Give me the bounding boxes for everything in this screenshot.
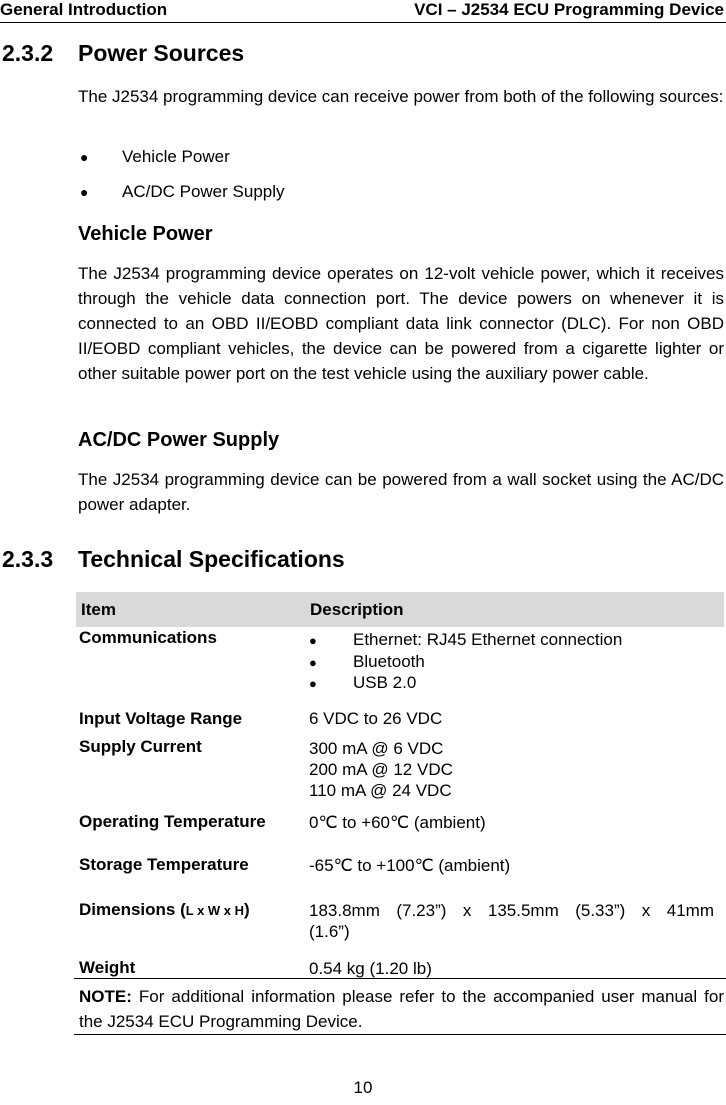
subheading-acdc-power: AC/DC Power Supply bbox=[78, 429, 280, 451]
spec-value-input-voltage: 6 VDC to 26 VDC bbox=[309, 709, 443, 728]
vehicle-power-body: The J2534 programming device operates on 12-volt vehicle power, which it receives through the vehicle data connection port. The device powers on whenever it is connected to an OBD II/EOBD compliant data link connector (DLC). For non OBD II/EOBD compliant vehicles, the device can be powered from a cigarette lighter or other suitable power port on the test vehicle using the auxiliary power cable. bbox=[78, 264, 724, 383]
spec-label-supply-current: Supply Current bbox=[79, 737, 202, 756]
power-sources-intro: The J2534 programming device can receive power from both of the following sources: bbox=[78, 87, 724, 106]
dimensions-label-main: Dimensions ( bbox=[79, 900, 186, 919]
spec-value-supply-current-2: 200 mA @ 12 VDC bbox=[309, 760, 453, 779]
spec-value-dimensions: 183.8mm (7.23”) x 135.5mm (5.33”) x 41mm (1.6”) bbox=[309, 901, 714, 941]
bullet-acdc-power: AC/DC Power Supply bbox=[122, 182, 285, 201]
section-number-2-3-2: 2.3.2 bbox=[2, 40, 54, 66]
note-box bbox=[79, 984, 724, 1034]
spec-value-supply-current-1: 300 mA @ 6 VDC bbox=[309, 739, 444, 758]
spec-label-operating-temp: Operating Temperature bbox=[79, 812, 266, 831]
note-top-rule bbox=[74, 978, 726, 979]
bullet-icon: ● bbox=[309, 676, 317, 691]
running-header-right: VCI – J2534 ECU Programming Device bbox=[414, 0, 724, 19]
section-number-2-3-3: 2.3.3 bbox=[2, 546, 54, 572]
column-header-description: Description bbox=[310, 600, 404, 619]
bullet-icon: ● bbox=[80, 184, 89, 200]
spec-label-storage-temp: Storage Temperature bbox=[79, 855, 249, 874]
column-header-item: Item bbox=[81, 600, 116, 619]
spec-value-supply-current-3: 110 mA @ 24 VDC bbox=[309, 781, 452, 800]
bullet-icon: ● bbox=[309, 655, 317, 670]
bullet-icon: ● bbox=[80, 149, 89, 165]
bullet-vehicle-power: Vehicle Power bbox=[122, 147, 230, 166]
spec-comm-ethernet: Ethernet: RJ45 Ethernet connection bbox=[353, 630, 623, 649]
spec-value-operating-temp: 0℃ to +60℃ (ambient) bbox=[309, 813, 486, 832]
section-title-tech-specs: Technical Specifications bbox=[78, 546, 345, 572]
spec-value-storage-temp: -65℃ to +100℃ (ambient) bbox=[309, 856, 511, 875]
header-rule bbox=[0, 22, 726, 23]
bullet-icon: ● bbox=[309, 633, 317, 648]
spec-label-weight: Weight bbox=[79, 958, 136, 977]
spec-label-dimensions bbox=[79, 900, 250, 920]
subheading-vehicle-power: Vehicle Power bbox=[78, 223, 213, 245]
dimensions-label-lwh: L x W x H bbox=[185, 903, 245, 918]
dimensions-label-close: ) bbox=[244, 900, 250, 919]
spec-label-input-voltage: Input Voltage Range bbox=[79, 709, 243, 728]
note-bottom-rule bbox=[74, 1034, 726, 1035]
spec-comm-bluetooth: Bluetooth bbox=[353, 652, 425, 671]
spec-label-communications: Communications bbox=[79, 628, 217, 647]
running-header-left: General Introduction bbox=[0, 0, 168, 19]
page-number: 10 bbox=[353, 1078, 373, 1097]
spec-value-weight: 0.54 kg (1.20 lb) bbox=[309, 959, 432, 978]
spec-comm-usb: USB 2.0 bbox=[353, 673, 417, 692]
note-text: For additional information please refer to the accompanied user manual for the J2534 ECU Programming Device. bbox=[79, 987, 724, 1031]
section-title-power-sources: Power Sources bbox=[78, 40, 245, 66]
acdc-power-body: The J2534 programming device can be powered from a wall socket using the AC/DC power adapter. bbox=[78, 470, 724, 514]
note-label: NOTE: bbox=[79, 987, 132, 1006]
